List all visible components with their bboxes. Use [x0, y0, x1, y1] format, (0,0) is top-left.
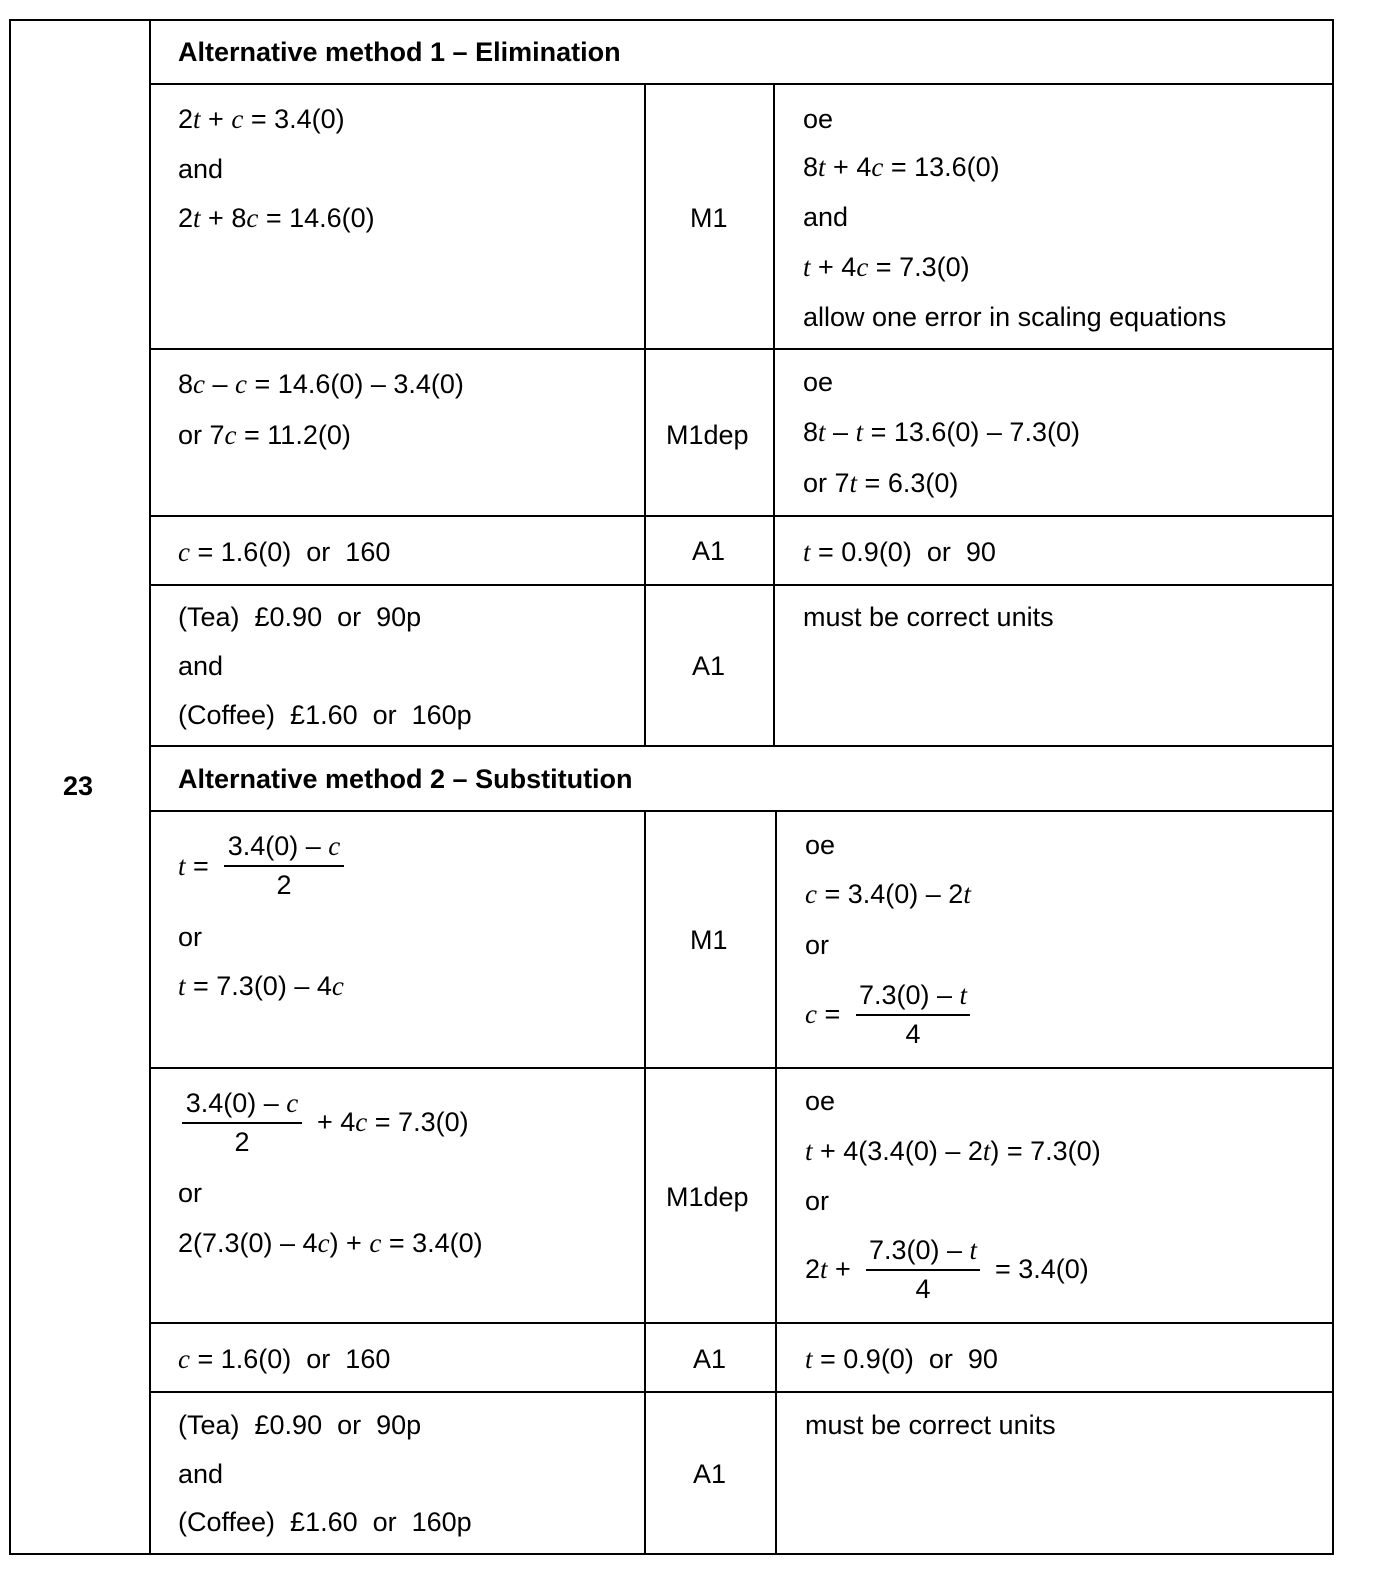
m1-r4-mark: A1: [692, 651, 726, 681]
question-column-divider: [149, 19, 151, 1555]
m1-r2-comment-line2: 8t – t = 13.6(0) – 7.3(0): [803, 417, 1080, 447]
m2-r4-comment: must be correct units: [805, 1410, 1056, 1440]
table-border-top: [9, 19, 1334, 21]
m2-r1-mark: M1: [690, 925, 728, 955]
m2-r2-comment-line2: t + 4(3.4(0) – 2t) = 7.3(0): [805, 1136, 1101, 1166]
m1-r1-comment-line4: t + 4c = 7.3(0): [803, 252, 970, 282]
m2-r4-answer-line1: (Tea) £0.90 or 90p: [178, 1410, 422, 1440]
row-divider: [149, 584, 1334, 586]
m1-r1-comment-line3: and: [803, 202, 849, 232]
fraction-numerator: 7.3(0) – t: [858, 980, 968, 1010]
m2-r3-answer: c = 1.6(0) or 160: [178, 1344, 391, 1374]
fraction-numerator: 3.4(0) – c: [227, 831, 341, 861]
m1-r2-comment-line1: oe: [803, 367, 834, 397]
m2-r1-comment-or: or: [805, 930, 830, 960]
m2-r2-answer-line3: 2(7.3(0) – 4c) + c = 3.4(0): [178, 1228, 483, 1258]
row-divider: [149, 83, 1334, 85]
fraction-denominator: 4: [915, 1273, 931, 1304]
method1-heading: Alternative method 1 – Elimination: [178, 37, 621, 67]
m1-r2-comment-line3: or 7t = 6.3(0): [803, 468, 959, 498]
column-divider: [644, 810, 646, 1555]
row-divider: [149, 810, 1334, 812]
m2-r4-answer-line3: (Coffee) £1.60 or 160p: [178, 1507, 472, 1537]
m1-r4-answer-line1: (Tea) £0.90 or 90p: [178, 602, 422, 632]
row-divider: [149, 745, 1334, 747]
fraction-bar: [866, 1269, 980, 1271]
row-divider: [149, 515, 1334, 517]
fraction-denominator: 2: [234, 1126, 250, 1157]
row-divider: [149, 1391, 1334, 1393]
m2-r1-answer-t-eq: t =: [178, 851, 209, 881]
m2-r1-comment-c-eq: c =: [805, 999, 841, 1029]
m2-r1-answer-line3: t = 7.3(0) – 4c: [178, 971, 344, 1001]
m2-r3-comment: t = 0.9(0) or 90: [805, 1344, 998, 1374]
question-number: 23: [63, 771, 94, 801]
fraction-numerator: 7.3(0) – t: [868, 1235, 978, 1265]
fraction-bar: [182, 1122, 302, 1124]
m1-r2-answer-line1: 8c – c = 14.6(0) – 3.4(0): [178, 369, 464, 399]
row-divider: [149, 1067, 1334, 1069]
m1-r3-mark: A1: [692, 536, 726, 566]
m2-r2-answer-or: or: [178, 1178, 203, 1208]
fraction-bar: [224, 865, 344, 867]
m2-r4-mark: A1: [693, 1459, 727, 1489]
m2-r2-comment-or: or: [805, 1186, 830, 1216]
row-divider: [149, 348, 1334, 350]
m1-r3-comment: t = 0.9(0) or 90: [803, 537, 996, 567]
m2-r3-mark: A1: [693, 1344, 727, 1374]
fraction-denominator: 2: [276, 869, 292, 900]
column-divider: [773, 83, 775, 746]
m2-r2-comment-oe: oe: [805, 1086, 836, 1116]
m2-r2-comment-after: = 3.4(0): [995, 1254, 1089, 1284]
method2-heading: Alternative method 2 – Substitution: [178, 764, 633, 794]
fraction-denominator: 4: [905, 1018, 921, 1049]
column-divider: [775, 810, 777, 1555]
m1-r3-answer: c = 1.6(0) or 160: [178, 537, 391, 567]
m2-r1-comment-line2: c = 3.4(0) – 2t: [805, 879, 971, 909]
m2-r2-answer-fraction: [182, 1087, 302, 1158]
m1-r1-comment-line1: oe: [803, 104, 834, 134]
m1-r1-answer-line3: 2t + 8c = 14.6(0): [178, 203, 375, 233]
m2-r1-comment-oe: oe: [805, 830, 836, 860]
m1-r1-answer-line1: 2t + c = 3.4(0): [178, 104, 345, 134]
m2-r1-answer-fraction: [224, 830, 344, 901]
m1-r1-comment-line2: 8t + 4c = 13.6(0): [803, 152, 1000, 182]
table-border-right: [1332, 19, 1334, 1555]
row-divider: [149, 1322, 1334, 1324]
fraction-bar: [856, 1014, 970, 1016]
m1-r4-comment: must be correct units: [803, 602, 1054, 632]
m2-r2-answer-after: + 4c = 7.3(0): [317, 1107, 469, 1137]
m1-r2-mark: M1dep: [666, 420, 749, 450]
fraction-numerator: 3.4(0) – c: [185, 1088, 299, 1118]
m2-r1-answer-or: or: [178, 922, 203, 952]
m1-r1-answer-line2: and: [178, 154, 224, 184]
m2-r2-comment-fraction: [866, 1234, 980, 1305]
m1-r4-answer-line3: (Coffee) £1.60 or 160p: [178, 700, 472, 730]
column-divider: [644, 83, 646, 746]
m1-r4-answer-line2: and: [178, 651, 224, 681]
m1-r2-answer-line2: or 7c = 11.2(0): [178, 420, 351, 450]
m2-r2-comment-before: 2t +: [805, 1254, 851, 1284]
m1-r1-comment-line5: allow one error in scaling equations: [803, 302, 1227, 332]
m2-r1-comment-fraction: [856, 979, 970, 1050]
m2-r4-answer-line2: and: [178, 1459, 224, 1489]
table-border-left: [9, 19, 11, 1555]
table-border-bottom: [9, 1553, 1334, 1555]
m1-r1-mark: M1: [690, 203, 728, 233]
m2-r2-mark: M1dep: [666, 1182, 749, 1212]
